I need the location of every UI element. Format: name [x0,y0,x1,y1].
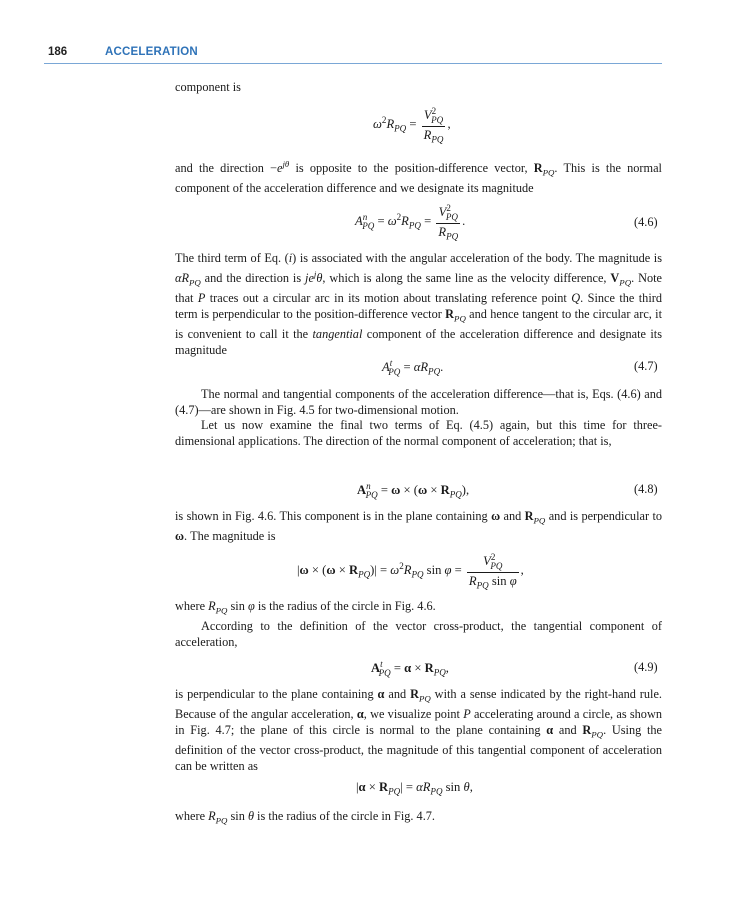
paragraph-3: The third term of Eq. (i) is associated with the angular acceleration of the body. The magnitude is $\alpha R_{PQ}$ and the direction is $je^j\theta$, which is along the same line as the velocity difference, $V_{PQ}$. Note that P traces out a circular arc in its motion about translating reference point Q. Since the third term is perpendicular to the position-difference vector $R_{PQ}$ and hence tangent to the circular arc, it is convenient to call it the tangential component of the acceleration difference and designate its magnitude [175,251,662,357]
paragraph-9: is perpendicular to the plane containing α and $R_{PQ}$ with a sense indicated by the right-hand rule. Because of the angular acceleration, α, we visualize point P accelerating around a circle, as shown in Fig. 4.7; the plane of this circle is normal to the plane containing α and $R_{PQ}$. Using the definition of the vector cross-product, the magnitude of this tangential component of acceleration can be written as [175,687,663,773]
equation-4-6: $A^n_{PQ} = \omega^2R_{PQ}$ = $\frac{V^2_{PQ}}{R_{PQ}}$ . [355,203,466,242]
paragraph-2 [175,157,662,197]
equation-4-7: $A^t_{PQ} = \alpha R_{PQ}$. [382,358,444,377]
paragraph-4: The normal and tangential components of the acceleration difference—that is, Eqs. (4.6) and (4.7)—are shown in Fig. 4.5 for two-dimensional motion. [175,387,662,417]
equation-number-4-7: (4.7) [634,359,658,373]
equation-normal-magnitude: $\omega^2R_{PQ}$ = $\frac{V^2_{PQ}}{R_{PQ}}$ , [373,106,451,145]
equation-normal-magnitude-3d: $|\omega \times (\omega \times R_{PQ})| = \omega^2R_{PQ}$ sin φ = $\frac{V^2_{PQ}}{R_{PQ} \sin \varphi}$ , [297,552,524,591]
paragraph-8: According to the definition of the vector cross-product, the tangential component of acceleration, [175,619,662,649]
paragraph-10: where $R_{PQ}$ sin θ is the radius of the circle in Fig. 4.7. [175,809,435,826]
equation-tangential-magnitude: $|\alpha \times R_{PQ}| = \alpha R_{PQ}$ sin θ, [356,780,473,797]
equation-4-9: $A^t_{PQ} = \alpha \times R_{PQ}$, [371,659,449,678]
equation-number-4-6: (4.6) [634,215,658,229]
paragraph-5: Let us now examine the final two terms of Eq. (4.5) again, but this time for three-dimensional applications. The direction of the normal component of acceleration; that is, [175,418,662,449]
paragraph-7-8: where $R_{PQ}$ sin φ is the radius of the circle in Fig. 4.6. According to the definition of the vector cross-product, the tangential component of acceleration, [175,599,662,649]
paragraph-2-rich: and the direction $-e^{j\theta}$ is opposite to the position-difference vector, $R_{PQ}$. This is the normal component of the acceleration difference and we designate its magnitude [175,159,662,196]
equation-number-4-8: (4.8) [634,482,658,496]
paragraph-6: is shown in Fig. 4.6. This component is in the plane containing ω and $R_{PQ}$ and is perpendicular to ω. The magnitude is [175,509,663,544]
paragraph-4-5 [175,387,662,450]
equation-number-4-9: (4.9) [634,660,658,674]
paragraph-1: component is [175,80,241,94]
equation-4-8: $A^n_{PQ} = \omega \times (\omega \times R_{PQ})$, [357,481,470,500]
running-header [44,45,662,64]
page-number: 186 [48,46,68,58]
section-title: ACCELERATION [105,46,198,58]
